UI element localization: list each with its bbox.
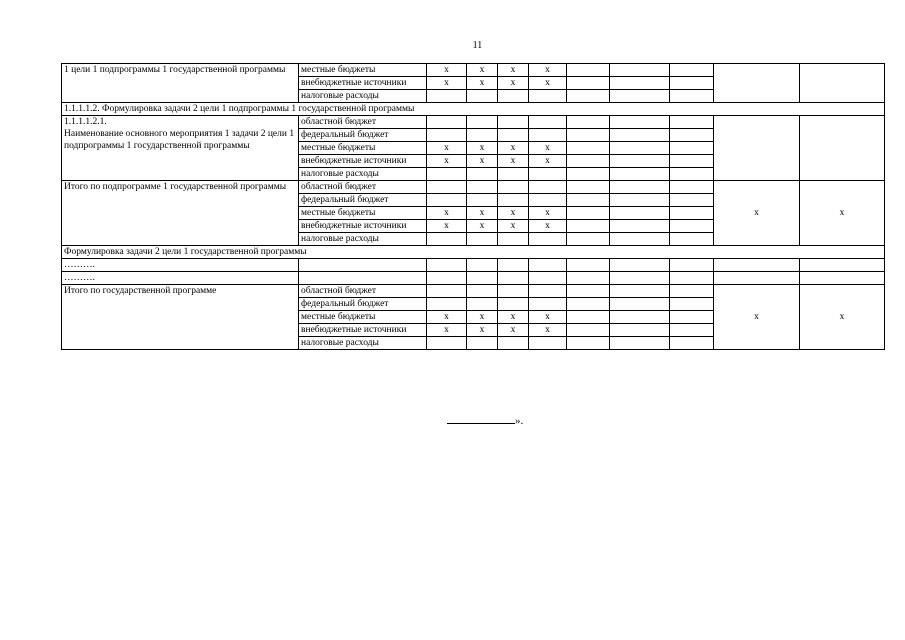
result-cell [800,116,885,181]
mark-cell: х [498,207,529,220]
target-cell [714,64,800,103]
source-extrabudget: внебюджетные источники [299,220,427,233]
mark-cell: х [529,311,567,324]
mark-cell: х [498,142,529,155]
goal2-heading: Формулировка задачи 2 цели 1 государственной программы [62,246,885,259]
mark-cell: х [427,311,467,324]
mark-cell: х [529,142,567,155]
source-tax: налоговые расходы [299,168,427,181]
source-extrabudget: внебюджетные источники [299,77,427,90]
program-total-label: Итого по государственной программе [62,285,299,350]
source-local: местные бюджеты [299,64,427,77]
source-extrabudget: внебюджетные источники [299,324,427,337]
ellipsis-label: ………. [62,272,299,285]
mark-cell: х [498,64,529,77]
signature-line [447,414,515,424]
section-heading-row [62,246,885,259]
mark-cell: х [467,142,498,155]
source-local: местные бюджеты [299,311,427,324]
subprogram-mark-2: х [800,181,885,246]
mark-cell: х [529,207,567,220]
source-extrabudget: внебюджетные источники [299,155,427,168]
mark-cell: х [427,220,467,233]
subprogram-total-label: Итого по подпрограмме 1 государственной программы [62,181,299,246]
closing-quote: ». [515,415,524,427]
mark-cell: х [498,324,529,337]
program-mark-2: х [800,285,885,350]
mark-cell: х [467,155,498,168]
source-tax: налоговые расходы [299,233,427,246]
source-tax: налоговые расходы [299,90,427,103]
task2-heading: 1.1.1.1.2. Формулировка задачи 2 цели 1 подпрограммы 1 государственной программы [62,103,885,116]
mark-cell: х [467,64,498,77]
mark-cell: х [529,324,567,337]
source-regional: областной бюджет [299,181,427,194]
mark-cell: х [498,220,529,233]
section-heading-row [62,103,885,116]
source-federal: федеральный бюджет [299,129,427,142]
mark-cell: х [467,220,498,233]
mark-cell: х [427,324,467,337]
mark-cell: х [529,155,567,168]
result-cell [800,64,885,103]
mark-cell: х [498,155,529,168]
mark-cell: х [427,155,467,168]
table-row [62,259,885,272]
mark-cell: х [498,311,529,324]
block0-label: 1 цели 1 подпрограммы 1 государственной программы [62,64,299,103]
mark-cell: х [427,142,467,155]
source-federal: федеральный бюджет [299,194,427,207]
mark-cell: х [467,77,498,90]
source-local: местные бюджеты [299,207,427,220]
mark-cell: х [529,220,567,233]
mark-cell: х [529,77,567,90]
source-tax: налоговые расходы [299,337,427,350]
page-number: 11 [472,40,483,51]
source-local: местные бюджеты [299,142,427,155]
table-row [62,285,885,298]
source-regional: областной бюджет [299,285,427,298]
subprogram-mark-1: х [714,181,800,246]
mark-cell: х [467,207,498,220]
target-cell [714,116,800,181]
mark-cell: х [427,207,467,220]
program-mark-1: х [714,285,800,350]
table-row [62,116,885,129]
ellipsis-label: ………. [62,259,299,272]
budget-table [61,63,885,350]
table-row [62,181,885,194]
closing-mark [447,414,523,427]
source-regional: областной бюджет [299,116,427,129]
measure-label: 1.1.1.1.2.1. Наименование основного мероприятия 1 задачи 2 цели 1 подпрограммы 1 государственной программы [62,116,299,181]
source-federal: федеральный бюджет [299,298,427,311]
mark-cell: х [427,64,467,77]
mark-cell: х [427,77,467,90]
mark-cell: х [467,311,498,324]
mark-cell: х [529,64,567,77]
mark-cell: х [498,77,529,90]
mark-cell: х [467,324,498,337]
table-row [62,64,885,77]
table-row [62,272,885,285]
